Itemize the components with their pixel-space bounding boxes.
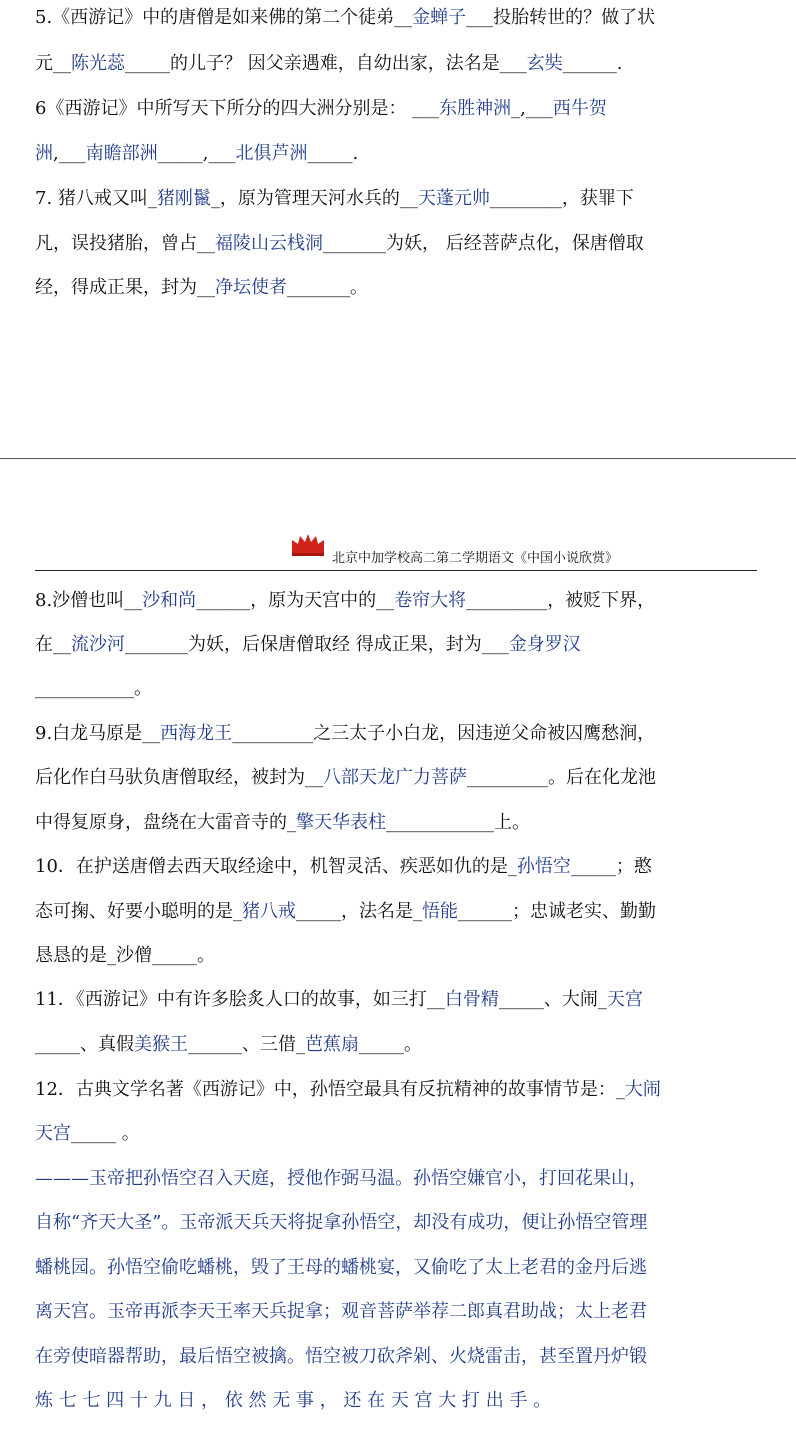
question-text: _,___ [511,98,553,119]
question-text: ______、三借_ [188,1034,305,1055]
question-text: _________之三太子小白龙，因违逆父命被囚鹰愁涧， [232,723,656,744]
answer-text: 沙和尚 [142,590,197,611]
answer-text: 玄奘 [526,53,563,74]
question-text: _______。 [287,277,368,298]
text-line [35,811,530,835]
answer-text: 天宫 [35,1123,71,1144]
answer-text: 猪八戒 [242,901,296,922]
answer-text: 大闹 [624,1079,661,1100]
question-text: _____。 [359,1034,422,1055]
question-text: ________，获罪下 [489,188,634,209]
text-line [35,855,652,879]
question-text: 11．《西游记》中有许多脍炙人口的故事，如三打__ [35,989,445,1010]
question-text: _____,___ [157,143,236,164]
answer-text: 孙悟空 [516,856,571,877]
question-text: _________。后在化龙池 [467,767,656,788]
answer-text: 在旁使暗器帮助，最后悟空被擒。悟空被刀砍斧剁、火烧雷击，甚至置丹炉锻 [35,1346,647,1367]
page-header-title: 北京中加学校高二第二学期语文《中国小说欣赏》 [332,551,619,566]
answer-text: 白骨精 [444,989,499,1010]
question-text: _____. [307,143,359,164]
answer-text: 天蓬元帅 [417,188,490,209]
answer-text: 八部天龙广力菩萨 [323,767,467,788]
answer-text: 卷帘大将 [394,590,467,611]
page-break-divider [0,458,796,459]
answer-text: 金蝉子 [412,7,467,28]
answer-text: 陈光蕊 [71,53,125,74]
text-line [35,1389,551,1413]
question-text: ______. [562,53,623,74]
question-text: _____、大闹_ [498,989,607,1010]
question-text: 经，得成正果，封为__ [35,277,215,298]
question-text: _，原为管理天河水兵的__ [210,188,418,209]
question-text: _______为妖， 后经菩萨点化，保唐僧取 [323,233,644,254]
question-text: 凡，误投猪胎，曾占__ [35,233,215,254]
text-line [35,1256,647,1280]
question-text: 5.《西游记》中的唐僧是如来佛的第二个徒弟__ [35,7,413,28]
question-text: _______为妖，后保唐僧取经 得成正果，封为___ [125,634,509,655]
question-text: _____；憨 [570,856,652,877]
answer-text: 东胜神洲 [439,98,512,119]
question-text: ____________上。 [386,812,530,833]
answer-text: 芭蕉扇 [305,1034,359,1055]
question-text: _____，法名是_ [296,901,422,922]
text-line [35,1122,140,1146]
text-line [35,276,368,300]
answer-text: 悟能 [422,901,458,922]
question-text: 元__ [35,53,71,74]
answer-text: 南瞻部洲 [85,143,158,164]
text-line [35,1345,647,1369]
question-text: _____的儿子？ 因父亲遇难，自幼出家，法名是___ [125,53,527,74]
question-text: ______；忠诚老实、勤勤 [458,901,656,922]
question-text: 7. 猪八戒又叫_ [35,188,157,209]
question-text: 6《西游记》中所写天下所分的四大洲分别是： ___ [35,98,440,119]
text-line [35,722,655,746]
answer-text: 西海龙王 [160,723,233,744]
answer-text: 北俱芦洲 [235,143,308,164]
answer-text: 金身罗汉 [508,634,581,655]
question-text: 中得复原身，盘绕在大雷音寺的_ [35,812,296,833]
text-line [35,97,607,121]
text-line [35,589,655,613]
answer-text: 蟠桃园。孙悟空偷吃蟠桃，毁了王母的蟠桃宴，又偷吃了太上老君的金丹后逃 [35,1257,647,1278]
question-text: ___投胎转世的？做了状 [466,7,656,28]
answer-text: 天宫 [606,989,643,1010]
text-line [35,944,215,968]
question-text: 后化作白马驮负唐僧取经，被封为__ [35,767,323,788]
question-text: 态可掬、好要小聪明的是_ [35,901,242,922]
question-text: ______，原为天宫中的__ [196,590,395,611]
text-line [35,633,581,657]
text-line [35,1033,422,1057]
question-text: 10．在护送唐僧去西天取经途中，机智灵活、疾恶如仇的是_ [35,856,517,877]
text-line [35,232,644,256]
text-line [35,187,634,211]
question-text: _____、真假 [35,1034,134,1055]
question-text: _________，被贬下界， [466,590,656,611]
text-line [35,6,655,30]
answer-text: 擎天华表柱 [296,812,386,833]
text-line [35,142,358,166]
text-line [35,900,656,924]
question-text: _____ 。 [71,1123,140,1144]
answer-text: 猪刚鬣 [156,188,211,209]
text-line [35,766,656,790]
answer-text: 离天宫。玉帝再派李天王率天兵捉拿；观音菩萨举荐二郎真君助战；太上老君 [35,1301,647,1322]
answer-text: 西牛贺 [552,98,607,119]
text-line [35,988,643,1012]
text-line [35,1300,647,1324]
answer-text: ———玉帝把孙悟空召入天庭，授他作弼马温。孙悟空嫌官小，打回花果山， [35,1168,647,1189]
question-text: 12．古典文学名著《西游记》中，孙悟空最具有反抗精神的故事情节是：_ [35,1079,625,1100]
text-line [35,1167,647,1191]
answer-text: 炼 七 七 四 十 九 日 ， 依 然 无 事 ， 还 在 天 宫 大 打 出 手 。 [35,1390,552,1411]
answer-text: 福陵山云栈洞 [215,233,323,254]
text-line [35,52,622,76]
text-line [35,1211,647,1235]
answer-text: 洲 [35,143,53,164]
text-line [35,1078,661,1102]
question-text: 9.白龙马原是__ [35,723,161,744]
question-text: 恳恳的是_沙僧_____。 [35,945,215,966]
answer-text: 美猴王 [134,1034,188,1055]
text-line [35,677,152,701]
answer-text: 净坛使者 [215,277,287,298]
question-text: ,___ [53,143,86,164]
header-rule [35,570,757,571]
answer-text: 自称“齐天大圣”。玉帝派天兵天将捉拿孙悟空，却没有成功，便让孙悟空管理 [35,1212,648,1233]
question-text: 8.沙僧也叫__ [35,590,143,611]
school-logo-icon [290,532,326,558]
question-text: ___________。 [35,678,152,699]
question-text: 在__ [35,634,71,655]
answer-text: 流沙河 [71,634,125,655]
